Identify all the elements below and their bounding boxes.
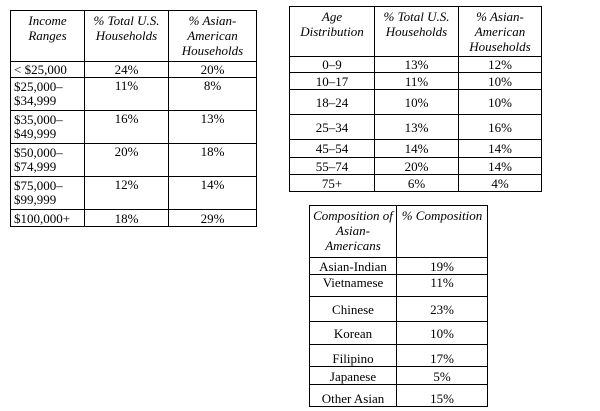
range-line-1: $75,000– xyxy=(14,178,63,193)
income-range-cell: $100,000+ xyxy=(11,210,85,227)
us-pct-cell: 14% xyxy=(375,140,459,158)
age-cell: 0–9 xyxy=(290,57,375,73)
table-row xyxy=(310,345,488,367)
us-pct-cell: 13% xyxy=(375,115,459,140)
table-row xyxy=(11,111,257,144)
age-cell: 55–74 xyxy=(290,158,375,175)
range-line-2: $99,999 xyxy=(14,192,57,207)
table-row xyxy=(290,73,542,90)
table-row xyxy=(11,78,257,111)
asian-pct-cell: 8% xyxy=(169,78,257,111)
income-range-cell xyxy=(11,144,85,177)
table-row xyxy=(310,258,488,275)
table-row xyxy=(290,57,542,73)
income-range-cell xyxy=(11,78,85,111)
header-row xyxy=(290,7,542,57)
table-row xyxy=(310,322,488,345)
table-row xyxy=(290,115,542,140)
asian-pct-cell: 14% xyxy=(169,177,257,210)
table-row xyxy=(310,275,488,297)
range-line-2: $74,999 xyxy=(14,159,57,174)
income-ranges-header: Income Ranges xyxy=(11,11,85,62)
table-row xyxy=(11,62,257,78)
range-line-1: $35,000– xyxy=(14,112,63,127)
table-row xyxy=(290,90,542,115)
group-cell: Asian-Indian xyxy=(310,258,397,275)
income-range-cell xyxy=(11,111,85,144)
us-pct-cell: 20% xyxy=(85,144,169,177)
us-pct-cell: 13% xyxy=(375,57,459,73)
pct-cell: 11% xyxy=(397,275,488,297)
pct-cell: 10% xyxy=(397,322,488,345)
group-cell: Japanese xyxy=(310,367,397,385)
table-row xyxy=(290,140,542,158)
asian-pct-cell: 14% xyxy=(459,140,542,158)
us-pct-cell: 16% xyxy=(85,111,169,144)
asian-pct-cell: 29% xyxy=(169,210,257,227)
pct-composition-header: % Composition xyxy=(397,206,488,258)
group-cell: Vietnamese xyxy=(310,275,397,297)
us-pct-cell: 6% xyxy=(375,175,459,192)
table-row xyxy=(290,158,542,175)
age-distribution-table xyxy=(289,6,542,192)
asian-pct-cell: 20% xyxy=(169,62,257,78)
age-cell: 25–34 xyxy=(290,115,375,140)
table-row xyxy=(310,367,488,385)
group-cell: Korean xyxy=(310,322,397,345)
asian-pct-cell: 18% xyxy=(169,144,257,177)
table-row xyxy=(290,175,542,192)
us-pct-cell: 11% xyxy=(375,73,459,90)
composition-header: Composition of Asian-Americans xyxy=(310,206,397,258)
pct-cell: 15% xyxy=(397,385,488,407)
header-row xyxy=(310,206,488,258)
us-pct-cell: 12% xyxy=(85,177,169,210)
group-cell: Chinese xyxy=(310,297,397,322)
header-row xyxy=(11,11,257,62)
asian-pct-cell: 4% xyxy=(459,175,542,192)
age-cell: 18–24 xyxy=(290,90,375,115)
composition-table xyxy=(309,205,488,407)
range-line-2: $34,999 xyxy=(14,93,57,108)
pct-cell: 17% xyxy=(397,345,488,367)
asian-pct-cell: 16% xyxy=(459,115,542,140)
age-distribution-header: Age Distribution xyxy=(290,7,375,57)
asian-pct-cell: 14% xyxy=(459,158,542,175)
us-pct-cell: 18% xyxy=(85,210,169,227)
asian-pct-cell: 10% xyxy=(459,73,542,90)
pct-cell: 5% xyxy=(397,367,488,385)
us-pct-cell: 10% xyxy=(375,90,459,115)
asian-pct-cell: 13% xyxy=(169,111,257,144)
us-pct-cell: 24% xyxy=(85,62,169,78)
asian-pct-cell: 10% xyxy=(459,90,542,115)
group-cell: Filipino xyxy=(310,345,397,367)
table-row xyxy=(310,385,488,407)
range-line-1: $50,000– xyxy=(14,145,63,160)
income-table xyxy=(10,10,257,227)
age-cell: 75+ xyxy=(290,175,375,192)
table-row xyxy=(11,177,257,210)
table-row xyxy=(11,210,257,227)
table-row xyxy=(11,144,257,177)
range-line-2: $49,999 xyxy=(14,126,57,141)
age-cell: 10–17 xyxy=(290,73,375,90)
table-row xyxy=(310,297,488,322)
age-cell: 45–54 xyxy=(290,140,375,158)
pct-cell: 23% xyxy=(397,297,488,322)
income-range-cell xyxy=(11,177,85,210)
us-households-header: % Total U.S. Households xyxy=(375,7,459,57)
range-line-1: $25,000– xyxy=(14,79,63,94)
us-pct-cell: 20% xyxy=(375,158,459,175)
asian-pct-cell: 12% xyxy=(459,57,542,73)
pct-cell: 19% xyxy=(397,258,488,275)
group-cell: Other Asian xyxy=(310,385,397,407)
asian-households-header: % Asian-American Households xyxy=(169,11,257,62)
asian-households-header: % Asian-American Households xyxy=(459,7,542,57)
us-pct-cell: 11% xyxy=(85,78,169,111)
income-range-cell: < $25,000 xyxy=(11,62,85,78)
us-households-header: % Total U.S. Households xyxy=(85,11,169,62)
